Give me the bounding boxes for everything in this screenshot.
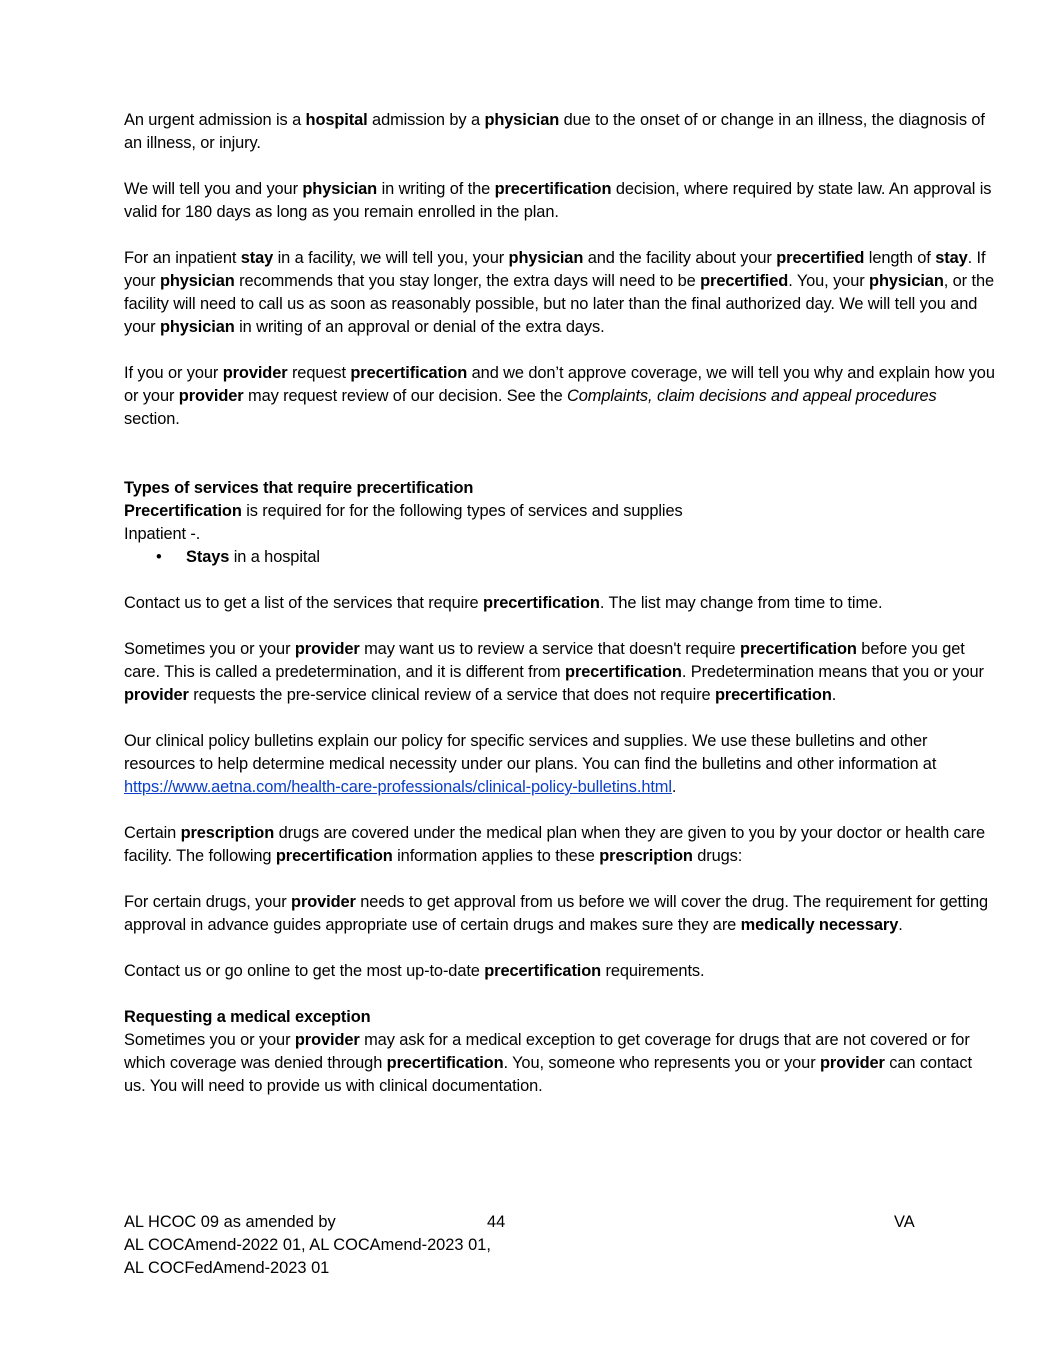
list-item: • Stays in a hospital bbox=[124, 546, 996, 569]
services-bullet-list bbox=[124, 546, 996, 569]
page-footer bbox=[124, 1211, 924, 1280]
inpatient-label: Inpatient -. bbox=[124, 525, 201, 543]
footer-row bbox=[124, 1234, 924, 1257]
document-body bbox=[124, 109, 996, 1098]
footer-amendment-line-1: AL HCOC 09 as amended by bbox=[124, 1213, 336, 1231]
paragraph-prescription-drugs: Certain prescription drugs are covered under the medical plan when they are given to you by your doctor or health care facility. The following precertification information applies to these prescription drugs: bbox=[124, 824, 986, 865]
page-number: 44 bbox=[487, 1213, 506, 1231]
paragraph-precertification-decision: We will tell you and your physician in writing of the precertification decision, where required by state law. An approval is valid for 180 days as long as you remain enrolled in the plan. bbox=[124, 180, 992, 221]
paragraph-predetermination: Sometimes you or your provider may want us to review a service that doesn't require precertification before you get care. This is called a predetermination, and it is different from precertification. Predetermination means that you or your provider requests the pre-service clinical review of a service that does not require precertification. bbox=[124, 640, 984, 704]
footer-state: VA bbox=[894, 1213, 915, 1231]
precertification-required-line: Precertification is required for for the following types of services and supplies bbox=[124, 502, 683, 520]
paragraph-medical-exception: Sometimes you or your provider may ask for a medical exception to get coverage for drugs that are not covered or for which coverage was denied through precertification. You, someone who represents you or your provider can contact us. You will need to provide us with clinical documentation. bbox=[124, 1031, 972, 1095]
footer-amendment-line-3: AL COCFedAmend-2023 01 bbox=[124, 1259, 330, 1277]
section-heading-types-of-services: Types of services that require precertification bbox=[124, 479, 474, 497]
complaints-section-reference: Complaints, claim decisions and appeal procedures bbox=[567, 387, 937, 405]
paragraph-request-review: If you or your provider request precertification and we don’t approve coverage, we will tell you why and explain how you or your provider may request review of our decision. See the Complaints, claim decisions and appeal procedures section. bbox=[124, 364, 995, 428]
footer-row bbox=[124, 1211, 924, 1234]
paragraph-urgent-admission: An urgent admission is a hospital admission by a physician due to the onset of or change in an illness, the diagnosis of an illness, or injury. bbox=[124, 111, 985, 152]
paragraph-inpatient-stay: For an inpatient stay in a facility, we will tell you, your physician and the facility about your precertified length of stay. If your physician recommends that you stay longer, the extra days will need to be precertified. You, your physician, or the facility will need to call us as soon as reasonably possible, but no later than the final authorized day. We will tell you and your physician in writing of an approval or denial of the extra days. bbox=[124, 249, 994, 336]
footer-row bbox=[124, 1257, 924, 1280]
clinical-policy-bulletins-link[interactable]: https://www.aetna.com/health-care-professionals/clinical-policy-bulletins.html bbox=[124, 778, 672, 796]
paragraph-drug-approval: For certain drugs, your provider needs to get approval from us before we will cover the drug. The requirement for getting approval in advance guides appropriate use of certain drugs and makes sure they are medically necessary. bbox=[124, 893, 989, 934]
section-heading-medical-exception: Requesting a medical exception bbox=[124, 1008, 371, 1026]
paragraph-clinical-policy-bulletins: Our clinical policy bulletins explain our policy for specific services and supplies. We use these bulletins and other resources to help determine medical necessity under our plans. You can find the bulletins and other information at https://www.aetna.com/health-care-professionals/clinical-policy-bulletins.html. bbox=[124, 732, 937, 796]
bullet-icon: • bbox=[156, 548, 162, 566]
paragraph-contact-list: Contact us to get a list of the services that require precertification. The list may change from time to time. bbox=[124, 594, 883, 612]
paragraph-online-requirements: Contact us or go online to get the most up-to-date precertification requirements. bbox=[124, 962, 705, 980]
footer-amendment-line-2: AL COCAmend-2022 01, AL COCAmend-2023 01, bbox=[124, 1236, 491, 1254]
